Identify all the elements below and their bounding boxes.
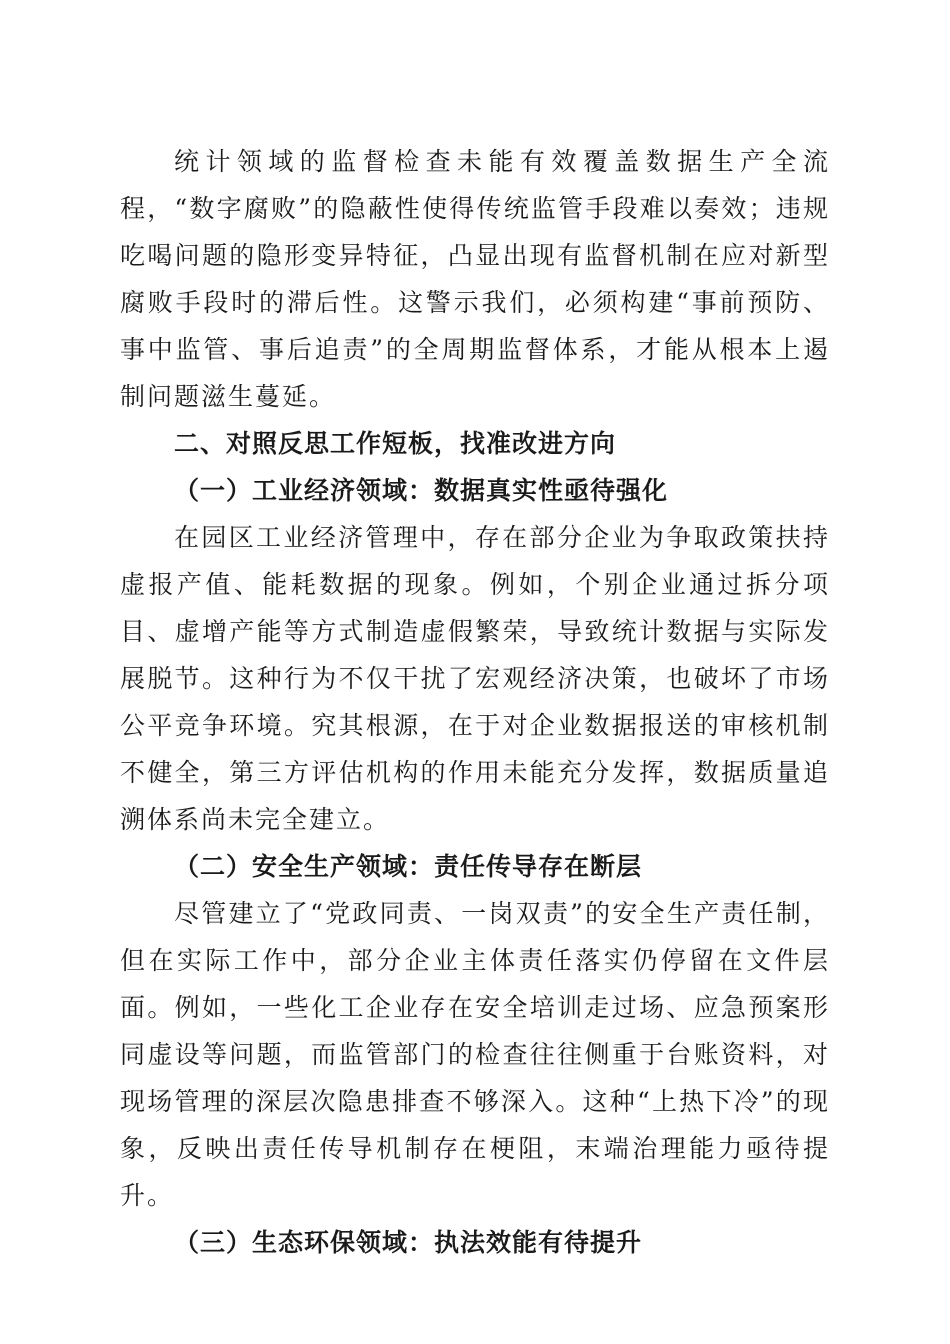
body-paragraph: 尽管建立了“党政同责、一岗双责”的安全生产责任制，但在实际工作中，部分企业主体责任落实仍停留在文件层面。例如，一些化工企业存在安全培训走过场、应急预案形同虚设等问题，而监管部门的检查往往侧重于台账资料，对现场管理的深层次隐患排查不够深入。这种“上热下冷”的现象，反映出责任传导机制存在梗阻，末端治理能力亟待提升。	[120, 899, 830, 1210]
document-body	[120, 138, 830, 1266]
subsection-heading: （三）生态环保领域：执法效能有待提升	[174, 1228, 643, 1257]
subsection-heading: （二）安全生产领域：责任传导存在断层	[174, 852, 643, 881]
body-paragraph: 在园区工业经济管理中，存在部分企业为争取政策扶持虚报产值、能耗数据的现象。例如，个别企业通过拆分项目、虚增产能等方式制造虚假繁荣，导致统计数据与实际发展脱节。这种行为不仅干扰了宏观经济决策，也破坏了市场公平竞争环境。究其根源，在于对企业数据报送的审核机制不健全，第三方评估机构的作用未能充分发挥，数据质量追溯体系尚未完全建立。	[120, 523, 830, 834]
subsection-heading: （一）工业经济领域：数据真实性亟待强化	[174, 476, 669, 505]
body-paragraph: 统计领域的监督检查未能有效覆盖数据生产全流程，“数字腐败”的隐蔽性使得传统监管手段难以奏效；违规吃喝问题的隐形变异特征，凸显出现有监督机制在应对新型腐败手段时的滞后性。这警示我们，必须构建“事前预防、事中监管、事后追责”的全周期监督体系，才能从根本上遏制问题滋生蔓延。	[120, 147, 830, 411]
section-heading: 二、对照反思工作短板，找准改进方向	[174, 429, 617, 458]
